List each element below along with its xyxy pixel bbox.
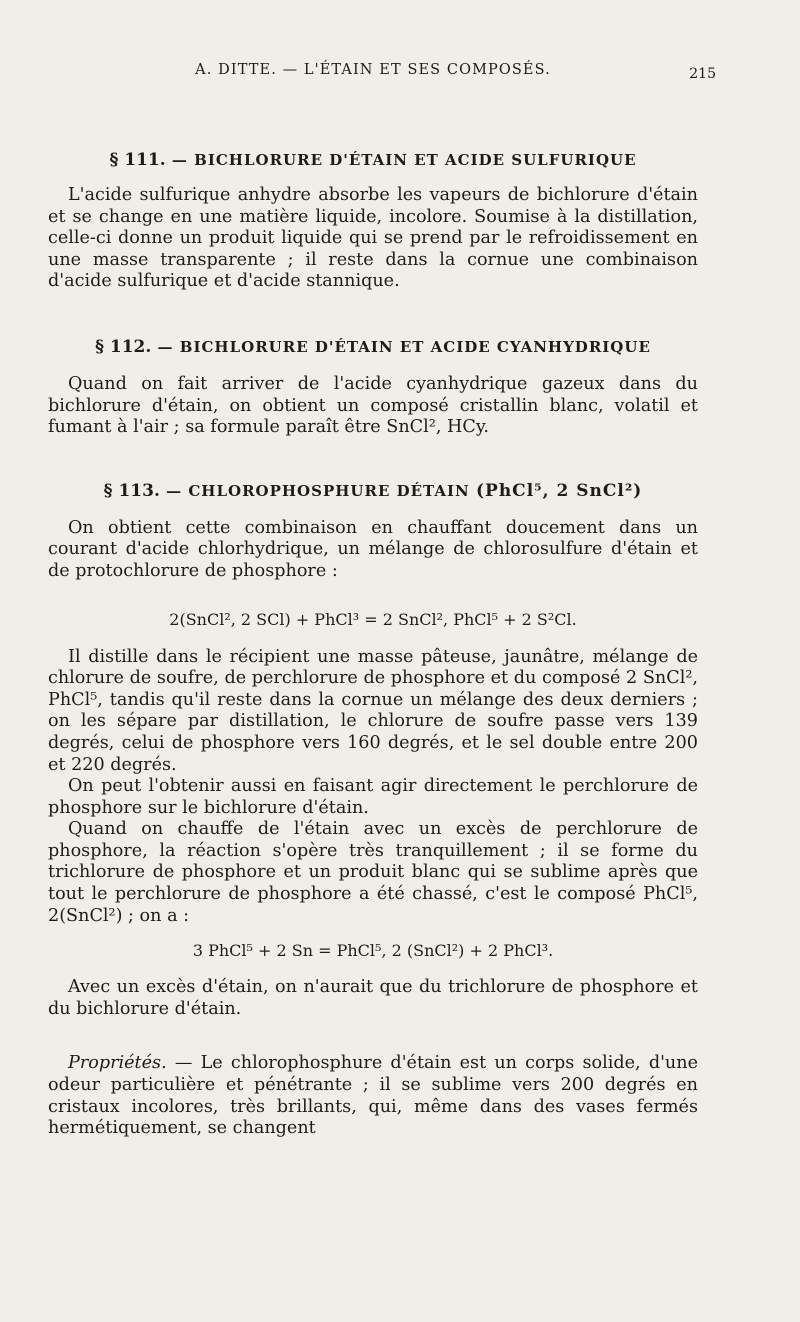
page-number: 215 <box>689 66 716 82</box>
runin-heading: Propriétés. <box>68 1053 167 1074</box>
running-title: A. DITTE. — L'ÉTAIN ET SES COMPOSÉS. <box>195 62 551 78</box>
section-title: — CHLOROPHOSPHURE DÉTAIN <box>166 481 470 500</box>
paragraph: On peut l'obtenir aussi en faisant agir directement le perchlorure de phosphore sur le bichlorure d'étain. <box>48 776 698 818</box>
paragraph: Il distille dans le récipient une masse pâteuse, jaunâtre, mélange de chlorure de soufre, de perchlorure de phosphore et du composé 2 SnCl², PhCl⁵, tandis qu'il reste dans la cornue un mélange des deux derniers ; on les sépare par distillation, le chlorure de soufre passe vers 139 degrés, celui de phosphore vers 160 degrés, et le sel double entre 200 et 220 degrés. <box>48 646 698 775</box>
paragraph: Quand on chauffe de l'étain avec un excès de perchlorure de phosphore, la réaction s'opère très tranquillement ; il se forme du trichlorure de phosphore et un produit blanc qui se sublime après que tout le perchlorure de phosphore a été chassé, c'est le composé PhCl⁵, 2(SnCl²) ; on a : <box>48 819 698 926</box>
paragraph: Avec un excès d'étain, on n'aurait que du trichlorure de phosphore et du bichlorure d'étain. <box>48 977 698 1019</box>
running-head <box>48 62 716 92</box>
section-heading-112 <box>48 337 698 357</box>
section-formula: (PhCl⁵, 2 SnCl²) <box>476 480 643 501</box>
chemical-equation: 3 PhCl⁵ + 2 Sn = PhCl⁵, 2 (SnCl²) + 2 PhCl³. <box>192 941 554 961</box>
book-page <box>48 62 716 1140</box>
properties-text: — Le chlorophosphure d'étain est un corps solide, d'une odeur particulière et pénétrante ; il se sublime vers 200 degrés en cristaux incolores, très brillants, qui, même dans des vases fermés hermétiquement, se changent <box>48 1053 698 1139</box>
section-number: § 111. <box>109 150 166 170</box>
chemical-equation: 2(SnCl², 2 SCl) + PhCl³ = 2 SnCl², PhCl⁵ + 2 S²Cl. <box>169 609 577 629</box>
section-title: — BICHLORURE D'ÉTAIN ET ACIDE CYANHYDRIQUE <box>157 337 651 356</box>
section-heading-111 <box>48 150 698 170</box>
section-heading-113 <box>48 481 698 501</box>
paragraph: L'acide sulfurique anhydre absorbe les vapeurs de bichlorure d'étain et se change en une matière liquide, incolore. Soumise à la distillation, celle-ci donne un produit liquide qui se prend par le refroidissement en une masse transparente ; il reste dans la cornue une combinaison d'acide sulfurique et d'acide stannique. <box>48 185 698 292</box>
properties-paragraph <box>48 1053 698 1139</box>
paragraph: Quand on fait arriver de l'acide cyanhydrique gazeux dans du bichlorure d'étain, on obtient un composé cristallin blanc, volatil et fumant à l'air ; sa formule paraît être SnCl², HCy. <box>48 373 698 438</box>
paragraph: On obtient cette combinaison en chauffant doucement dans un courant d'acide chlorhydrique, un mélange de chlorosulfure d'étain et de protochlorure de phosphore : <box>48 517 698 581</box>
section-number: § 112. <box>95 336 152 357</box>
section-title: — BICHLORURE D'ÉTAIN ET ACIDE SULFURIQUE <box>171 151 637 169</box>
section-number: § 113. <box>103 480 160 501</box>
